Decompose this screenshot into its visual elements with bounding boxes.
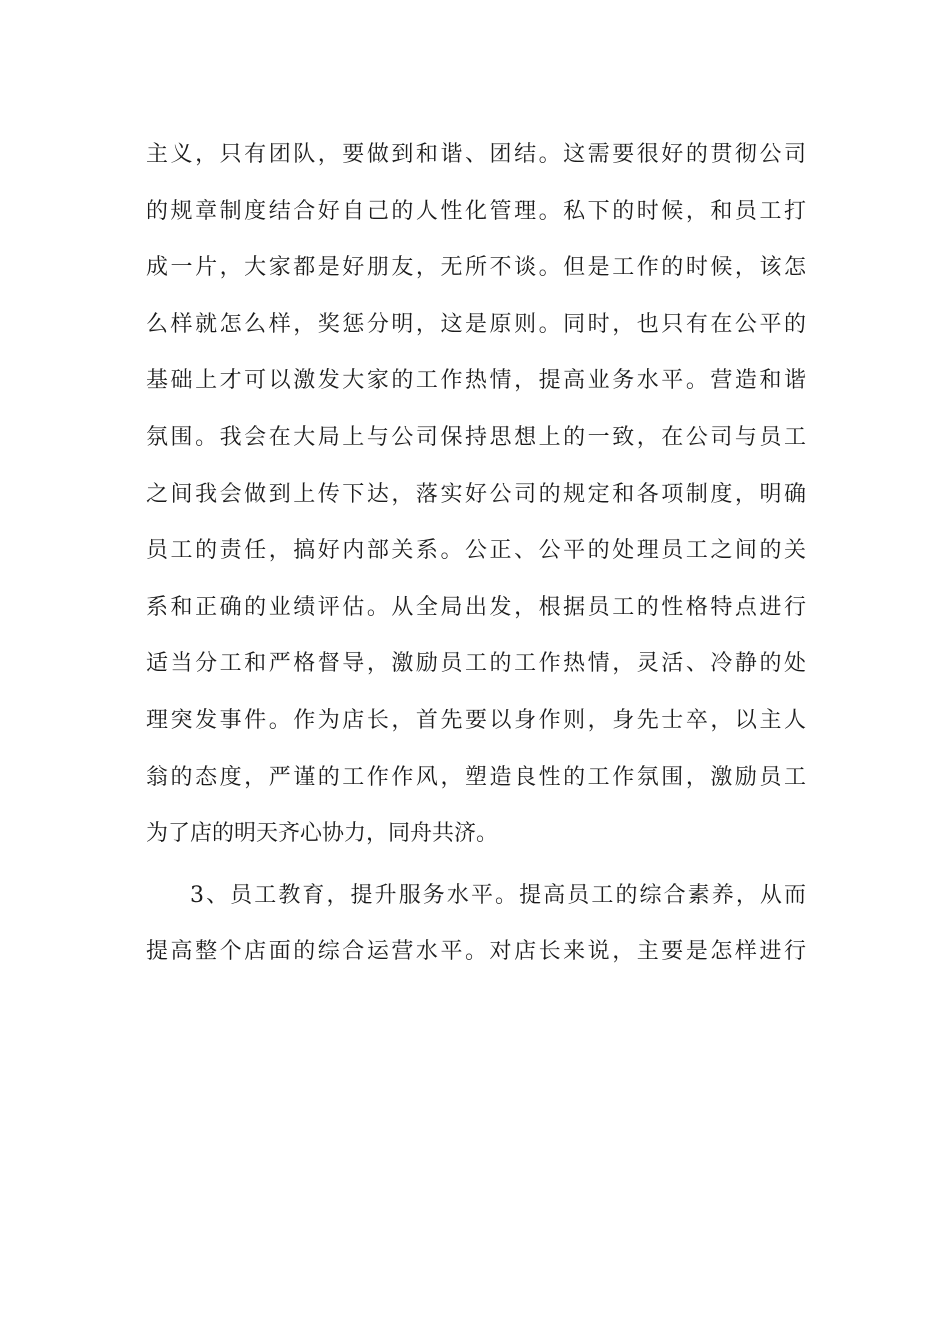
text-line: 成一片，大家都是好朋友，无所不谈。但是工作的时候，该怎 — [146, 255, 806, 281]
text-line: 基础上才可以激发大家的工作热情，提高业务水平。营造和谐 — [146, 368, 806, 394]
paragraph-1 — [146, 127, 806, 863]
text-line: 理突发事件。作为店长，首先要以身作则，身先士卒，以主人 — [146, 707, 806, 733]
text-line: 氛围。我会在大局上与公司保持思想上的一致，在公司与员工 — [146, 424, 806, 450]
text-line: 主义，只有团队，要做到和谐、团结。这需要很好的贯彻公司 — [146, 142, 806, 167]
text-line: 么样就怎么样，奖惩分明，这是原则。同时，也只有在公平的 — [146, 311, 806, 337]
text-line: 3、员工教育，提升服务水平。提高员工的综合素养，从而 — [190, 882, 806, 908]
text-line: 适当分工和严格督导，激励员工的工作热情，灵活、冷静的处 — [146, 651, 806, 677]
document-body — [146, 127, 806, 981]
paragraph-2 — [146, 868, 806, 981]
text-line: 为了店的明天齐心协力，同舟共济。 — [146, 821, 499, 847]
text-line: 翁的态度，严谨的工作作风，塑造良性的工作氛围，激励员工 — [146, 764, 806, 790]
text-line: 的规章制度结合好自己的人性化管理。私下的时候，和员工打 — [146, 198, 806, 224]
text-line: 系和正确的业绩评估。从全局出发，根据员工的性格特点进行 — [146, 594, 806, 620]
text-line: 提高整个店面的综合运营水平。对店长来说，主要是怎样进行 — [146, 939, 806, 965]
text-line: 之间我会做到上传下达，落实好公司的规定和各项制度，明确 — [146, 481, 806, 507]
text-line: 员工的责任，搞好内部关系。公正、公平的处理员工之间的关 — [146, 538, 806, 564]
